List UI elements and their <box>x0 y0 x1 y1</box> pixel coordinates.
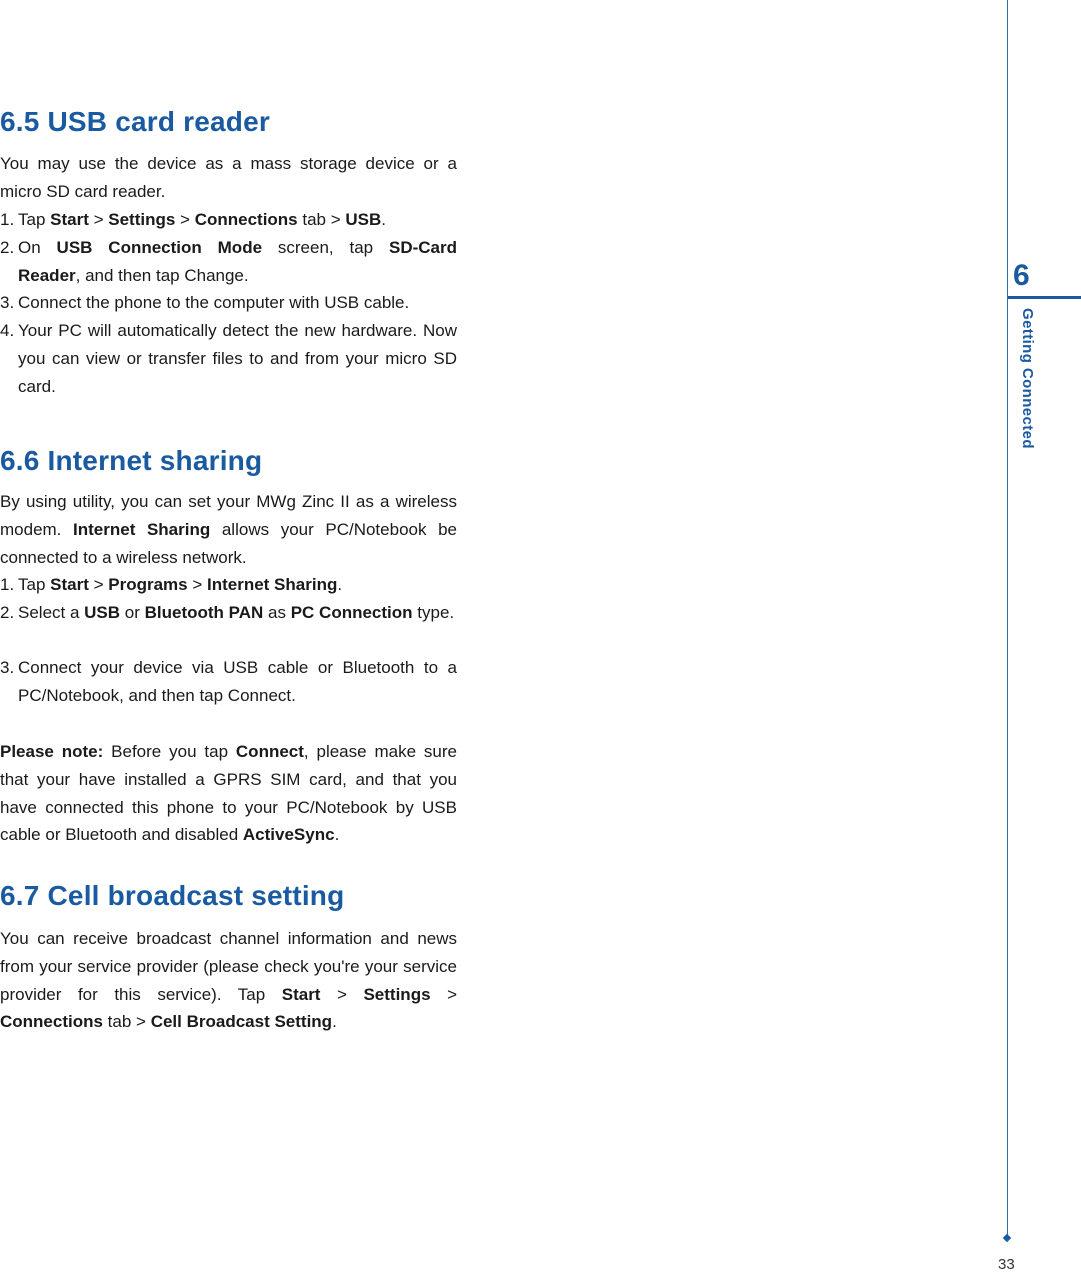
page-number: 33 <box>998 1256 1015 1273</box>
cell-broadcast-body <box>0 925 457 1036</box>
list-number: 1. <box>0 210 15 229</box>
list-text <box>18 599 457 627</box>
text-run: allows your PC/Notebook be connected to a wireless network. <box>0 519 457 567</box>
list-item <box>0 317 457 400</box>
bold-term: USB Connection Mode <box>56 238 263 257</box>
list-item <box>0 654 457 710</box>
text-run: Tap <box>18 575 51 594</box>
bold-term: USB <box>345 210 382 229</box>
text-run: By using utility, you can set your MWg Zinc II as a wireless modem. <box>0 492 457 539</box>
text-run: or <box>120 603 145 622</box>
list-number: 3. <box>0 293 15 312</box>
diamond-icon <box>1003 1234 1011 1242</box>
bold-term: Start <box>50 575 89 594</box>
bold-term: Connect <box>235 742 304 761</box>
list-text <box>18 206 457 234</box>
section-title-usb-card-reader: 6.5 USB card reader <box>0 106 270 137</box>
list-number: 2. <box>0 238 15 257</box>
text-run: tab > <box>102 1012 151 1032</box>
list-item <box>0 234 457 290</box>
text-run: > <box>430 984 457 1004</box>
bold-term: Internet Sharing <box>207 575 338 594</box>
list-number: 2. <box>0 603 15 622</box>
text-run: tab > <box>297 210 346 229</box>
text-run: > <box>320 984 364 1004</box>
text-run: . <box>332 1012 337 1032</box>
bold-term: Bluetooth PAN <box>144 603 264 622</box>
bold-term: Connections <box>0 1012 103 1032</box>
text-run: > <box>175 210 195 229</box>
section-title-internet-sharing: 6.6 Internet sharing <box>0 445 263 476</box>
bold-term: Connections <box>194 210 298 229</box>
text-run: On <box>18 238 57 257</box>
bold-term: Cell Broadcast Setting <box>150 1012 333 1032</box>
text-run: Tap <box>18 210 51 229</box>
chapter-number: 6 <box>1013 259 1030 292</box>
bold-term: SD-Card Reader <box>18 238 457 285</box>
list-text <box>18 317 457 400</box>
text-run: > <box>88 575 109 594</box>
bold-term: Start <box>281 984 321 1004</box>
list-text <box>18 654 457 710</box>
text-run: You can receive broadcast channel information and news from your service provider (please check you're your service provider for this service). Tap <box>0 929 457 1004</box>
list-text <box>18 289 457 317</box>
list-text <box>18 571 457 599</box>
bold-term: Start <box>50 210 89 229</box>
bold-term: Settings <box>108 210 176 229</box>
text-run: Your PC will automatically detect the new hardware. Now you can view or transfer files to and from your micro SD card. <box>18 321 457 396</box>
text-run: , and then tap Change. <box>75 265 249 285</box>
text-run: . <box>334 825 340 845</box>
list-number: 3. <box>0 658 15 677</box>
text-run: . <box>337 575 343 594</box>
list-text <box>18 234 457 290</box>
internet-sharing-intro <box>0 488 457 571</box>
text-run: type. <box>412 603 455 622</box>
please-note <box>0 738 457 849</box>
bold-term: USB <box>84 603 121 622</box>
list-number: 4. <box>0 321 15 340</box>
text-run: as <box>263 603 291 622</box>
bold-term: Internet Sharing <box>73 519 211 539</box>
text-run: > <box>88 210 109 229</box>
usb-intro: You may use the device as a mass storage device or a micro SD card reader. <box>0 154 457 201</box>
bold-term: Programs <box>108 575 188 594</box>
text-run: , please make sure that your have installed a GPRS SIM card, and that you have connected this phone to your PC/Notebook by USB cable or Bluetooth and disabled <box>0 742 457 845</box>
text-run: . <box>381 210 387 229</box>
margin-rule <box>1007 0 1008 1236</box>
chapter-title: Getting Connected <box>1019 308 1036 449</box>
list-number: 1. <box>0 575 15 594</box>
list-item <box>0 206 457 234</box>
text-run: screen, tap <box>262 238 389 257</box>
bold-term: Settings <box>363 984 431 1004</box>
text-run: Connect the phone to the computer with USB cable. <box>18 293 410 312</box>
list-item <box>0 599 457 627</box>
bold-term: ActiveSync <box>242 825 335 845</box>
text-run: > <box>187 575 207 594</box>
bold-term: Please note: <box>0 742 104 761</box>
text-run: Before you tap <box>103 742 236 761</box>
section-title-cell-broadcast: 6.7 Cell broadcast setting <box>0 880 345 911</box>
chapter-underline <box>1008 296 1081 299</box>
text-run: Select a <box>18 603 85 622</box>
list-item <box>0 289 457 317</box>
list-item <box>0 571 457 599</box>
bold-term: PC Connection <box>290 603 413 622</box>
text-run: Connect your device via USB cable or Bluetooth to a PC/Notebook, and then tap Connect. <box>18 658 457 705</box>
